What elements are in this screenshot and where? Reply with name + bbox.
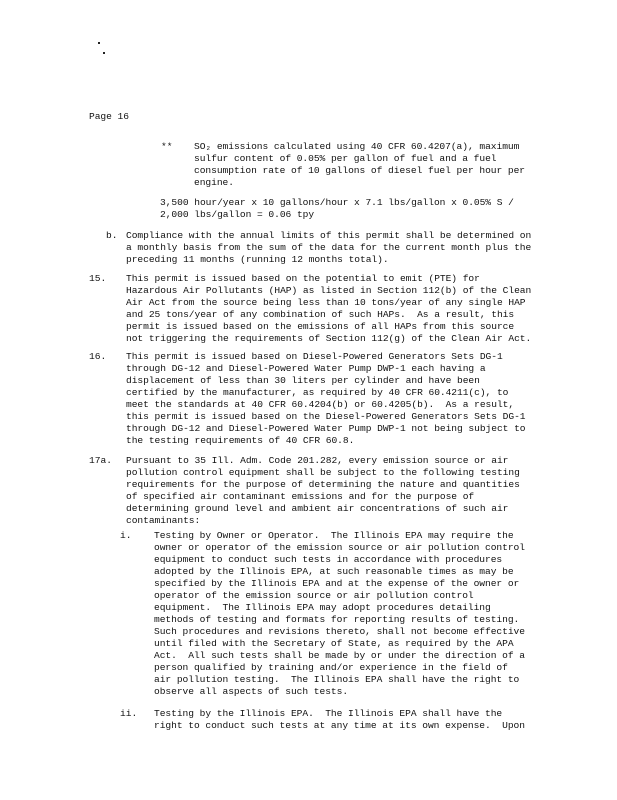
item-label: 15. (89, 273, 107, 284)
note-marker: ** (161, 141, 173, 152)
paragraph-line: through DG-12 and Diesel-Powered Water Pump DWP-1 not being subject to (126, 423, 526, 434)
sub-item-label: ii. (120, 708, 138, 719)
paragraph-line: owner or operator of the emission source or air pollution control (154, 542, 525, 553)
paragraph-line: This permit is issued based on the potential to emit (PTE) for (126, 273, 480, 284)
paragraph-line: equipment to conduct such tests in accordance with procedures (154, 554, 503, 565)
paragraph-line: preceding 11 months (running 12 months total). (126, 254, 389, 265)
paragraph-line: Pursuant to 35 Ill. Adm. Code 201.282, every emission source or air (126, 455, 509, 466)
paragraph-line: of specified air contaminant emissions and for the purpose of (126, 491, 475, 502)
item-label: 17a. (89, 455, 113, 466)
paragraph-line: not triggering the requirements of Section 112(g) of the Clean Air Act. (126, 333, 532, 344)
paragraph-line: specified by the Illinois EPA and at the expense of the owner or (154, 578, 520, 589)
paragraph-line: the testing requirements of 40 CFR 60.8. (126, 435, 355, 446)
note-line: consumption rate of 10 gallons of diesel fuel per hour per (194, 165, 526, 176)
sub-item-label: i. (120, 530, 132, 541)
paragraph-line: Such procedures and revisions thereto, shall not become effective (154, 626, 525, 637)
formula-line: 3,500 hour/year x 10 gallons/hour x 7.1 lbs/gallon x 0.05% S / (160, 197, 514, 208)
note-line: engine. (194, 177, 234, 188)
formula-line: 2,000 lbs/gallon = 0.06 tpy (160, 209, 315, 220)
paragraph-line: Testing by Owner or Operator. The Illinois EPA may require the (154, 530, 514, 541)
paragraph-line: adopted by the Illinois EPA, at such reasonable times as may be (154, 566, 514, 577)
paragraph-line: determining ground level and ambient air concentrations of such air (126, 503, 509, 514)
paragraph-line: Hazardous Air Pollutants (HAP) as listed in Section 112(b) of the Clean (126, 285, 532, 296)
page-number: Page 16 (89, 111, 129, 122)
paragraph-line: a monthly basis from the sum of the data for the current month plus the (126, 242, 532, 253)
paragraph-line: this permit is issued based on the Diesel-Powered Generators Sets DG-1 (126, 411, 526, 422)
paragraph-line: and 25 tons/year of any combination of such HAPs. As a result, this (126, 309, 515, 320)
paragraph-line: Testing by the Illinois EPA. The Illinois EPA shall have the (154, 708, 503, 719)
paragraph-line: right to conduct such tests at any time at its own expense. Upon (154, 720, 525, 731)
note-line: sulfur content of 0.05% per gallon of fuel and a fuel (194, 153, 497, 164)
paragraph-line: certified by the manufacturer, as required by 40 CFR 60.4211(c), to (126, 387, 509, 398)
paragraph-line: air pollution testing. The Illinois EPA shall have the right to (154, 674, 520, 685)
paragraph-line: Compliance with the annual limits of this permit shall be determined on (126, 230, 532, 241)
paragraph-line: displacement of less than 30 liters per cylinder and have been (126, 375, 480, 386)
paragraph-line: meet the standards at 40 CFR 60.4204(b) or 60.4205(b). As a result, (126, 399, 515, 410)
paragraph-line: requirements for the purpose of determining the nature and quantities (126, 479, 520, 490)
paragraph-line: observe all aspects of such tests. (154, 686, 349, 697)
paragraph-line: person qualified by training and/or experience in the field of (154, 662, 508, 673)
paragraph-line: until filed with the Secretary of State, as required by the APA (154, 638, 514, 649)
paragraph-line: permit is issued based on the emissions of all HAPs from this source (126, 321, 515, 332)
scan-speck (98, 42, 100, 44)
note-line: SO₂ emissions calculated using 40 CFR 60.4207(a), maximum (194, 141, 520, 152)
paragraph-line: through DG-12 and Diesel-Powered Water Pump DWP-1 each having a (126, 363, 486, 374)
paragraph-line: This permit is issued based on Diesel-Powered Generators Sets DG-1 (126, 351, 503, 362)
paragraph-line: operator of the emission source or air pollution control (154, 590, 474, 601)
paragraph-line: methods of testing and formats for reporting results of testing. (154, 614, 520, 625)
paragraph-line: pollution control equipment shall be subject to the following testing (126, 467, 520, 478)
paragraph-line: Act. All such tests shall be made by or under the direction of a (154, 650, 525, 661)
item-label: b. (106, 230, 118, 241)
paragraph-line: equipment. The Illinois EPA may adopt procedures detailing (154, 602, 491, 613)
paragraph-line: Air Act from the source being less than 10 tons/year of any single HAP (126, 297, 526, 308)
item-label: 16. (89, 351, 107, 362)
paragraph-line: contaminants: (126, 515, 201, 526)
scan-speck (103, 52, 105, 54)
